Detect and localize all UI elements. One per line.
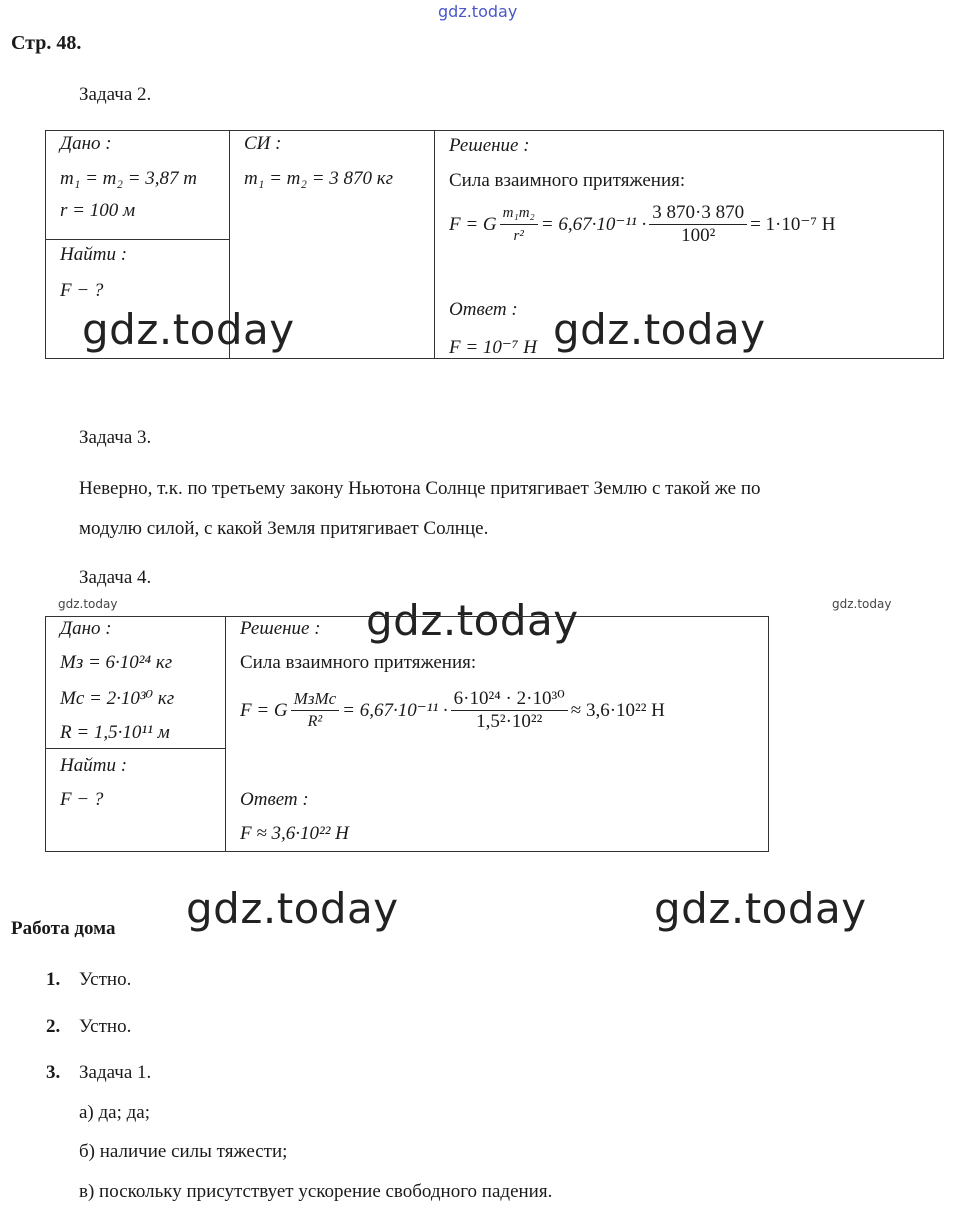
task4-given-me: Mз = 6·10²⁴ кг [60,652,173,673]
task2-divider-h [45,239,230,240]
page-heading: Стр. 48. [11,32,82,54]
watermark-big-3: gdz.today [366,596,579,645]
task4-answer-value: F ≈ 3,6·10²² Н [240,823,349,844]
task4-formula-frac2 [451,688,568,733]
task4-solution-label: Решение : [240,618,321,639]
homework-item-text: Устно. [79,969,132,990]
task2-find-label: Найти : [60,244,128,265]
watermark-big-2: gdz.today [553,305,766,354]
task2-formula-result: = 1·10⁻⁷ Н [750,214,836,235]
task4-find-value: F − ? [60,789,104,810]
task2-answer-label: Ответ : [449,299,518,320]
homework-item-text: Задача 1. [79,1062,152,1083]
task4-title: Задача 4. [79,567,152,588]
task3-line1: Неверно, т.к. по третьему закону Ньютона Солнце притягивает Землю с такой же по [79,478,761,499]
homework-item-num: 3. [46,1062,61,1083]
task4-formula-frac1 [291,688,340,733]
task2-given-label: Дано : [60,133,112,154]
task2-solution-label: Решение : [449,135,530,156]
task2-formula-frac1 [500,202,538,247]
task2-formula-mid: = 6,67·10⁻¹¹ · [540,214,647,235]
task4-formula-den: R² [307,713,323,730]
task4-formula-result: ≈ 3,6·10²² Н [570,699,665,721]
task4-solution-text: Сила взаимного притяжения: [240,652,477,673]
task4-given-ms: Mс = 2·10³⁰ кг [60,688,175,709]
task2-formula-den: r² [513,228,524,244]
task4-given-label: Дано : [60,618,112,639]
homework-item-text: Устно. [79,1016,132,1037]
task2-find-value: F − ? [60,280,104,301]
task2-given-mass: m₁ = m₂ = 3,87 т [60,168,198,189]
task2-solution-text: Сила взаимного притяжения: [449,170,686,191]
watermark-big-4: gdz.today [186,884,399,933]
task4-formula-lhs: F = G [240,699,288,721]
homework-subitem: а) да; да; [79,1102,151,1123]
homework-subitem: в) поскольку присутствует ускорение свободного падения. [79,1181,553,1202]
task2-given-distance: r = 100 м [60,200,136,221]
task4-answer-label: Ответ : [240,789,309,810]
watermark-big-1: gdz.today [82,305,295,354]
task4-formula-num2: 6·10²⁴ · 2·10³⁰ [451,688,568,711]
task2-formula-frac2 [649,202,747,247]
task4-find-label: Найти : [60,755,128,776]
task2-formula [449,202,836,247]
watermark-small-right: gdz.today [832,597,892,611]
task2-title: Задача 2. [79,84,152,105]
task2-formula-lhs: F = G [449,213,497,235]
watermark-top: gdz.today [438,2,518,21]
task4-given-r: R = 1,5·10¹¹ м [60,722,170,743]
task2-si-mass: m₁ = m₂ = 3 870 кг [244,168,394,189]
homework-item-num: 2. [46,1016,61,1037]
watermark-big-5: gdz.today [654,884,867,933]
task4-formula [240,688,665,733]
watermark-small-left: gdz.today [58,597,118,611]
task4-divider-h [45,748,226,749]
task2-answer-value: F = 10⁻⁷ Н [449,337,538,358]
task2-formula-num: m₁m₂ [500,202,538,225]
task3-line2: модулю силой, с какой Земля притягивает Солнце. [79,518,489,539]
task4-formula-mid: = 6,67·10⁻¹¹ · [342,700,448,721]
task3-title: Задача 3. [79,427,152,448]
task2-si-label: СИ : [244,133,282,154]
homework-item-num: 1. [46,969,61,990]
task2-formula-den2: 100² [681,225,716,246]
task2-divider-2 [434,130,435,359]
task4-formula-num: MзMс [291,688,340,711]
homework-subitem: б) наличие силы тяжести; [79,1141,288,1162]
homework-title: Работа дома [11,918,116,939]
task4-formula-den2: 1,5²·10²² [476,711,543,732]
task2-formula-num2: 3 870·3 870 [649,202,747,225]
task4-divider-v [225,616,226,852]
